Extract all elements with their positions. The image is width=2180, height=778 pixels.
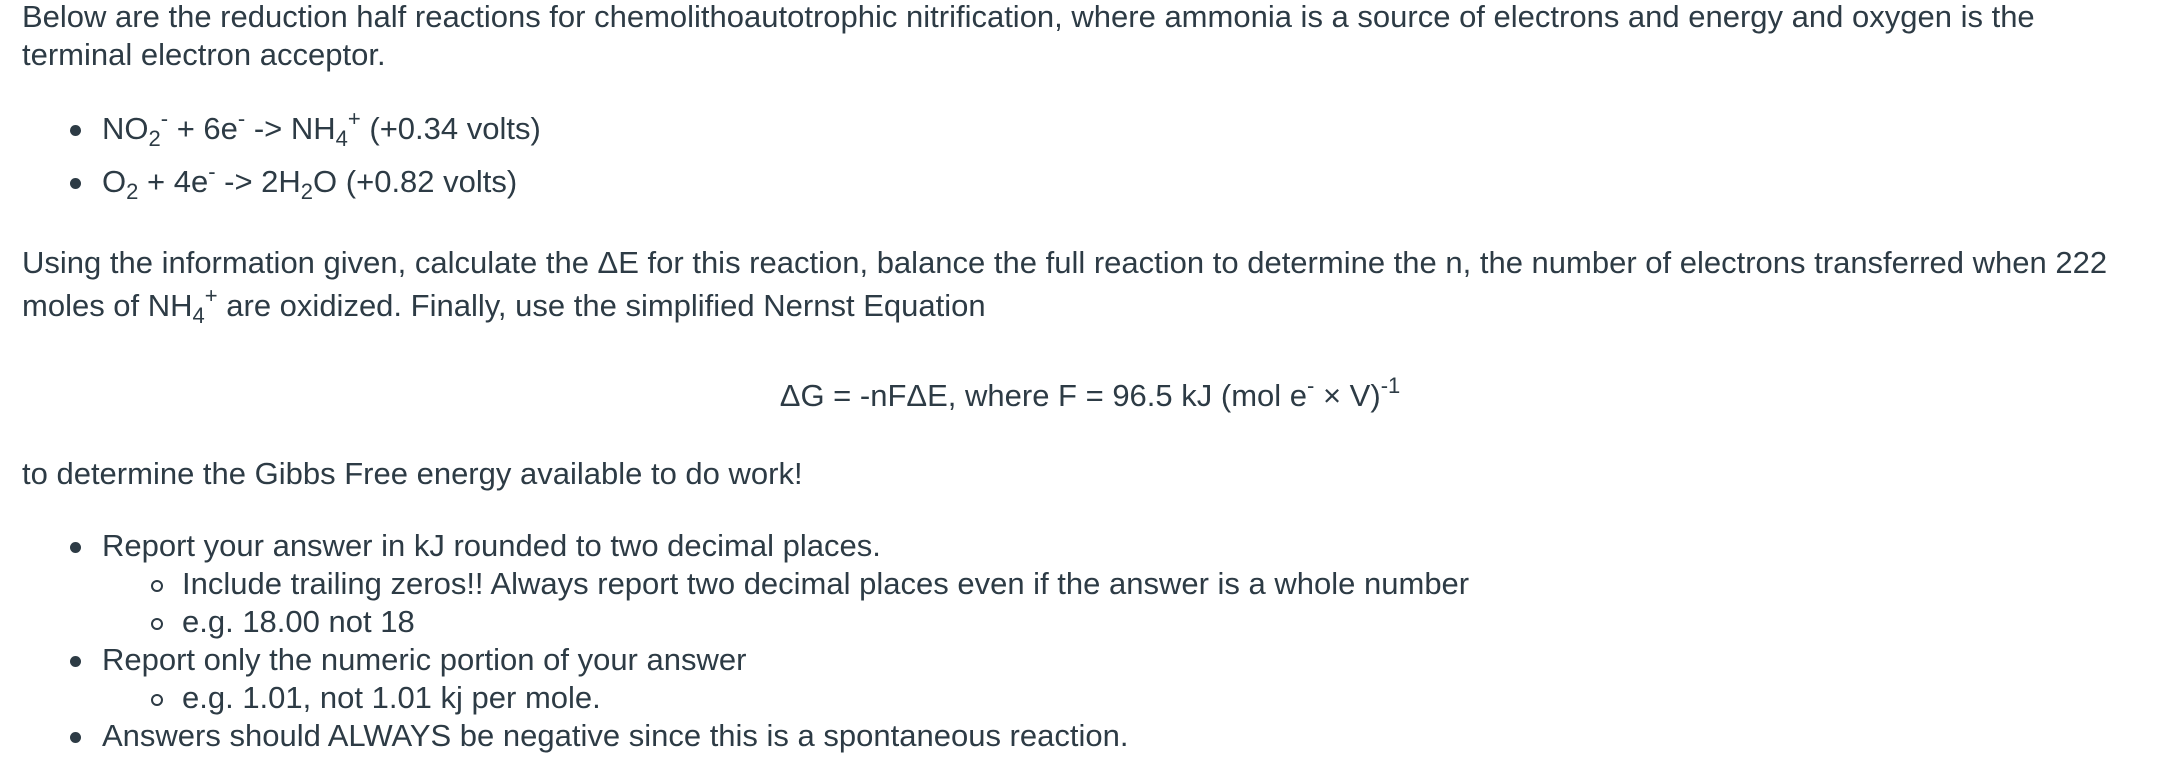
circle-bullet-icon — [151, 580, 163, 592]
equation-main: ΔG = -nFΔE, where F = 96.5 kJ (mol e — [779, 378, 1308, 413]
electron-charge: - — [208, 159, 216, 184]
circle-bullet-icon — [151, 618, 163, 630]
instruction-negative — [102, 717, 1469, 755]
equation-exponent: -1 — [1380, 373, 1401, 398]
half-reaction-oxygen — [102, 159, 541, 216]
product-formula: -> NH — [245, 111, 336, 146]
electron-term: + 6e — [168, 111, 238, 146]
ammonium-charge: + — [204, 283, 218, 308]
reactant-formula: O — [102, 164, 127, 199]
bullet-icon — [70, 178, 81, 189]
instruction-text: Answers should ALWAYS be negative since this is a spontaneous reaction. — [102, 718, 1129, 753]
product-formula: -> 2H — [215, 164, 301, 199]
half-reaction-nitrite — [102, 106, 541, 163]
bullet-icon — [70, 542, 81, 553]
half-reaction-list — [102, 106, 541, 216]
equation-electron-charge: - — [1307, 373, 1315, 398]
instruction-text: Report your answer in kJ rounded to two decimal places. — [102, 528, 881, 563]
sub-instruction-text: e.g. 18.00 not 18 — [182, 604, 415, 639]
electron-charge: - — [237, 106, 246, 131]
sub-instruction — [182, 603, 1469, 641]
sub-instruction — [182, 679, 1469, 717]
bullet-icon — [70, 125, 81, 136]
reactant-subscript: 2 — [148, 126, 161, 151]
product-subscript: 2 — [300, 179, 314, 204]
sub-instruction-text: e.g. 1.01, not 1.01 kj per mole. — [182, 680, 601, 715]
question-text-part1: Using the information given, calculate the ΔE for this reaction, balance the full reaction to determine the n, the number of electrons transferred when 222 moles of NH — [22, 245, 2108, 323]
instructions-list — [102, 527, 1469, 755]
instruction-numeric-only — [102, 641, 1469, 717]
electron-term: + 4e — [138, 164, 209, 199]
instruction-sublist — [102, 679, 1469, 717]
question-text-part2: are oxidized. Finally, use the simplified Nernst Equation — [217, 288, 986, 323]
follow-up-paragraph: to determine the Gibbs Free energy available to do work! — [22, 456, 803, 491]
question-paragraph — [22, 241, 2162, 327]
instruction-rounding — [102, 527, 1469, 641]
bullet-icon — [70, 656, 81, 667]
ammonium-subscript: 4 — [192, 303, 205, 328]
instruction-text: Report only the numeric portion of your answer — [102, 642, 747, 677]
circle-bullet-icon — [151, 694, 163, 706]
nernst-equation — [0, 373, 2180, 415]
equation-units: × V) — [1314, 378, 1381, 413]
product-subscript: 4 — [335, 126, 348, 151]
reactant-formula: NO — [102, 111, 149, 146]
product-charge: + — [347, 106, 361, 131]
reduction-potential: (+0.34 volts) — [360, 111, 541, 146]
product-tail: O (+0.82 volts) — [313, 164, 518, 199]
instruction-sublist — [102, 565, 1469, 641]
sub-instruction-text: Include trailing zeros!! Always report two decimal places even if the answer is a whole number — [182, 566, 1470, 601]
bullet-icon — [70, 732, 81, 743]
reactant-subscript: 2 — [126, 179, 139, 204]
reactant-charge: - — [160, 106, 169, 131]
sub-instruction — [182, 565, 1469, 603]
intro-paragraph: Below are the reduction half reactions for chemolithoautotrophic nitrification, where ammonia is a source of electrons and energy and oxygen is the terminal electron acceptor. — [22, 0, 2035, 72]
